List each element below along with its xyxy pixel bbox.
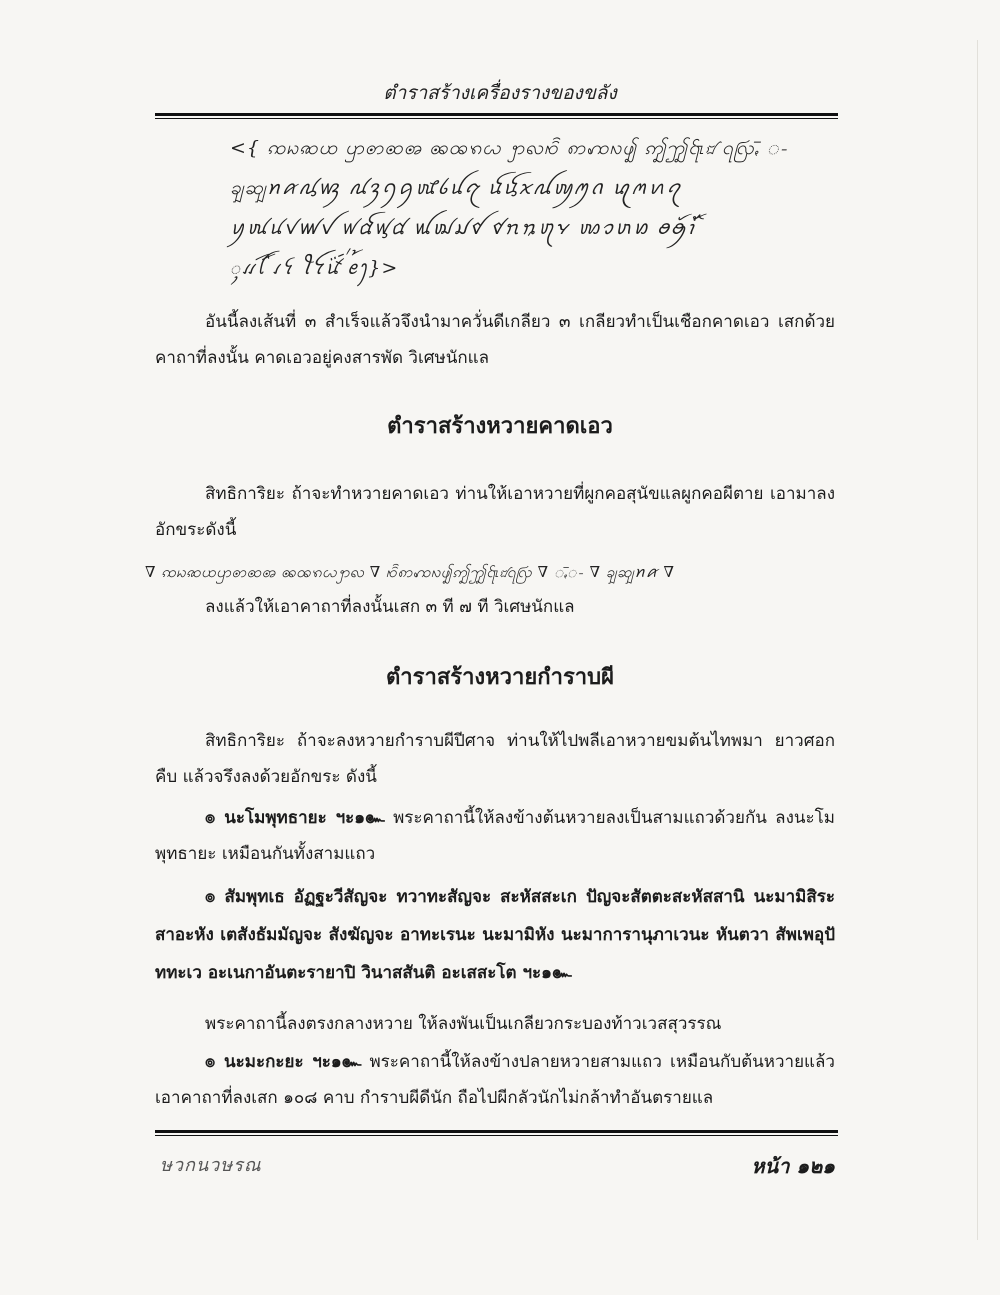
script-line: ꪗꪘꪙꪚꪛꪜ ꪝꪞꪟꪠ ꪡꪢꪣꪤ ꪥꪦꪧꪨꪩ ꪪꪫꪬꪭ ꪮꪯꪰꪱ ꪲꪳ [230, 217, 703, 239]
paragraph-1: อันนี้ลงเส้นที่ ๓ สำเร็จแล้วจึงนำมาควั่นดีเกลียว ๓ เกลียวทำเป็นเชือกคาดเอว เสกด้วยคาถาที่ลงนั้น คาดเอวอยู่คงสารพัด วิเศษนักแล [155, 312, 835, 368]
section-heading-ghost-cane: ตำราสร้างหวายกำราบผี [386, 665, 614, 690]
running-header: ตำราสร้างเครื่องรางของขลัง [383, 82, 617, 104]
paragraph-8 [155, 1044, 835, 1116]
ancient-script-row: ∇ ꩡꩢꩣꩤꩥꩦꩧꩨ ꩩꩪꩫꩬꩭꩮ ∇ ꩯꩰꩱꩲꩳꩴꩵꩶ꩷꩸꩹ꩺ ∇ ꩻꩼꩽ ∇ ꩾꩿꪀꪁ ∇ [145, 563, 675, 581]
paragraph-3: ลงแล้วให้เอาคาถาที่ลงนั้นเสก ๓ ที ๗ ที วิเศษนักแล [205, 597, 575, 617]
paragraph-text: พระคาถานี้ให้ลงข้างปลายหวายสามแถว เหมือนกับต้นหวายแล้วเอาคาถาที่ลงเสก ๑๐๘ คาบ กำราบผีดีนัก ถือไปผีกลัวนักไม่กล้าทำอันตรายแล [155, 1052, 835, 1108]
page-number: หน้า ๑๒๑ [751, 1154, 835, 1178]
header-rule [155, 113, 838, 116]
paragraph-text: พระคาถานี้ให้ลงข้างต้นหวายลงเป็นสามแถวด้วยกัน ลงนะโมพุทธายะ เหมือนกันทั้งสามแถว [155, 808, 835, 864]
paragraph-7: พระคาถานี้ลงตรงกลางหวาย ให้ลงพันเป็นเกลียวกระบองท้าวเวสสุวรรณ [205, 1014, 722, 1034]
script-line: <{ ꩡꩢꩣꩤ ꩥꩦꩧꩨ ꩩꩪꩫꩬ ꩭꩮꩯꩰ ꩱꩲꩳꩴ ꩵꩶ꩷꩸ ꩹ꩺꩻꩼ ꩽ [230, 137, 789, 159]
paragraph-6-incantation: ๏ สัมพุทเธ อัฏฐะวีสัญจะ ทวาทะสัญจะ สะหัสสะเก ปัญจะสัตตะสะหัสสานิ นะมามิสิระสาอะหัง เตสังธัมมัญจะ สังฆัญจะ อาทะเรนะ นะมามิหัง นะมาการานุภาเวนะ หันตวา สัพเพอุปัททะเว อะเนกาอันตะรายาปิ วินาสสันติ อะเสสะโต ฯะ๑๛ [155, 887, 835, 983]
page-edge [977, 40, 978, 1240]
footer-signature: ษวกนวษรณ [160, 1155, 262, 1176]
header-rule-thin [155, 118, 838, 119]
paragraph-4: สิทธิการิยะ ถ้าจะลงหวายกำราบผีปีศาจ ท่านให้ไปพลีเอาหวายขมต้นไทพมา ยาวศอกคืบ แล้วจรึงลงด้วยอักขระ ดังนี้ [155, 731, 835, 787]
incantation-bold: ๏ นะมะกะยะ ฯะ๑๛ [205, 1052, 362, 1072]
footer-rule [155, 1130, 838, 1133]
script-line: ꪴꪵꪶꪷ ꪸꪹꪺ ꪻꪼꪽꪾ ꪿ꫀ꫁ꫂ}> [230, 257, 399, 279]
script-line: ꩾꩿꪀꪁꪂꪃ ꪄꪅꪆꪇꪈꪉꪊꪋ ꪌꪍꪎꪏꪐꪑꪒ ꪓꪔꪕꪖ [230, 177, 682, 199]
paragraph-2: สิทธิการิยะ ถ้าจะทำหวายคาดเอว ท่านให้เอาหวายที่ผูกคอสุนัขแลผูกคอผีตาย เอามาลงอักขระดังนี้ [155, 484, 835, 540]
footer-rule-thin [155, 1135, 838, 1136]
incantation-bold: ๏ นะโมพุทธายะ ฯะ๑๛ [205, 808, 385, 828]
ancient-script-block [230, 128, 790, 288]
paragraph-5 [155, 800, 835, 872]
section-heading-waist-cane: ตำราสร้างหวายคาดเอว [387, 414, 613, 439]
